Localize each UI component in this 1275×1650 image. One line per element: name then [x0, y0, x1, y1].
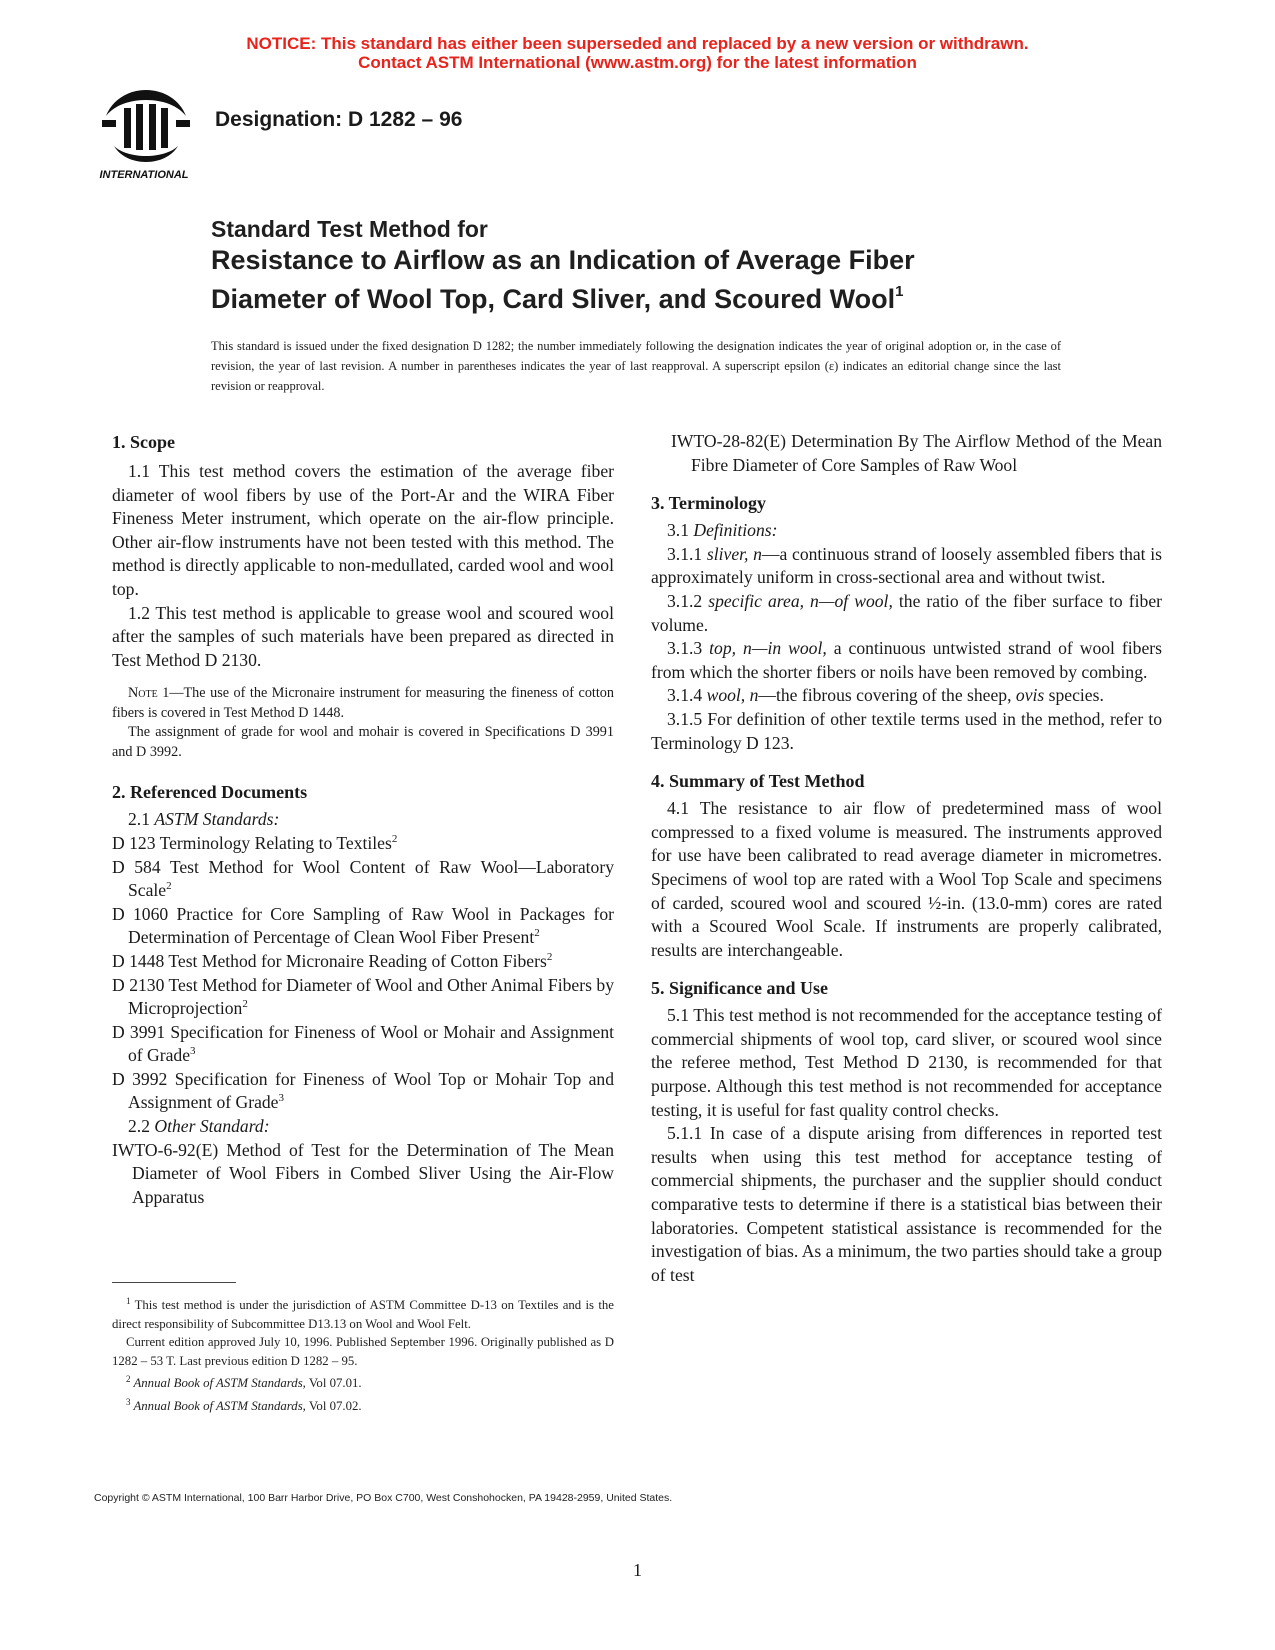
astm-standards-subhead	[112, 808, 614, 832]
notice-line-2: Contact ASTM International (www.astm.org) for the latest information	[358, 53, 917, 72]
logo-subtext: INTERNATIONAL	[99, 169, 189, 181]
astm-reference-item	[112, 903, 614, 950]
referenced-heading: 2. Referenced Documents	[112, 782, 308, 803]
footnote-2-text: Vol 07.01.	[305, 1376, 362, 1391]
defs-title: Definitions:	[693, 520, 778, 541]
significance-5-1: 5.1 This test method is not recommended for the acceptance testing of commercial shipments of wool top, card sliver, or scoured wool since the referee method, Test Method D 2130, is recommended for that purpose. Although this test method is not recommended for acceptance testing, it is useful for fast quality control checks.	[651, 1005, 1162, 1120]
astm-reference-item	[112, 832, 614, 856]
withdrawal-notice	[0, 34, 1275, 72]
other-standard-1: IWTO-6-92(E) Method of Test for the Determination of The Mean Diameter of Wool Fibers in Combed Sliver Using the Air-Flow Apparatus	[112, 1139, 614, 1207]
scope-1-1: 1.1 This test method covers the estimation of the average fiber diameter of wool fibers by use of the Port-Ar and the WIRA Fiber Fineness Meter instrument, which operate on the air-flow principle. Other air-flow instruments have not been tested with this method. The method is directly applicable to non-medullated, carded wool and wool top.	[112, 461, 614, 599]
footnote-1	[112, 1292, 614, 1333]
astm-reference-item	[112, 974, 614, 1021]
note-label: Note	[128, 685, 158, 702]
def-2-text: the ratio of the fiber surface to fiber volume.	[651, 590, 1162, 635]
footnote-1-num: 1	[126, 1296, 131, 1306]
astm-reference-footnote: 2	[534, 927, 540, 940]
summary-4-1: 4.1 The resistance to air flow of predetermined mass of wool compressed to a fixed volume is measured. The instruments approved for use have been calibrated to read average diameter in micrometres. Specimens of wool top are rated with a Wool Top Scale and specimens of carded, scoured wool and scoured ½-in. (13.0-mm) cores are rated with a Scoured Wool Scale. If instruments are properly calibrated, results are interchangeable.	[651, 798, 1162, 960]
def-4-ital: ovis	[1015, 685, 1045, 706]
note-1-text: 1—The use of the Micronaire instrument for measuring the fineness of cotton fibers is covered in Test Method D 1448.	[112, 685, 614, 721]
astm-reference-item	[112, 950, 614, 974]
right-column	[651, 430, 1162, 1287]
footnote-3-num: 3	[126, 1396, 131, 1407]
other-standard-2: IWTO-28-82(E) Determination By The Airflow Method of the Mean Fibre Diameter of Core Samples of Raw Wool	[671, 431, 1162, 475]
def-3-num: 3.1.3	[667, 638, 710, 659]
def-3-term: top, n—in wool,	[709, 638, 827, 659]
def-top	[651, 637, 1162, 684]
sub2-title: Other Standard:	[154, 1116, 270, 1137]
footnote-2	[112, 1370, 614, 1393]
summary-heading: 4. Summary of Test Method	[651, 771, 865, 792]
footnote-3-text: Vol 07.02.	[305, 1398, 362, 1413]
left-column	[112, 430, 614, 1209]
footnote-1-text: This test method is under the jurisdiction of ASTM Committee D-13 on Textiles and is the direct responsibility of Subcommittee D13.13 on Wool and Wool Felt.	[112, 1298, 614, 1331]
astm-reference-footnote: 2	[546, 950, 553, 963]
def-other: 3.1.5 For definition of other textile terms used in the method, refer to Terminology D 123.	[651, 708, 1162, 753]
astm-reference-footnote: 2	[166, 880, 172, 893]
terminology-heading: 3. Terminology	[651, 493, 767, 514]
def-4-tail: species.	[1044, 685, 1104, 706]
astm-reference-footnote: 2	[242, 998, 248, 1011]
astm-reference-text: D 3991 Specification for Fineness of Wool or Mohair and Assignment of Grade	[112, 1021, 614, 1066]
definitions-subhead	[651, 519, 1162, 543]
astm-reference-text: D 1448 Test Method for Micronaire Reading of Cotton Fibers	[112, 950, 547, 971]
astm-reference-text: D 2130 Test Method for Diameter of Wool and Other Animal Fibers by Microprojection	[112, 974, 614, 1019]
astm-reference-text: D 584 Test Method for Wool Content of Raw Wool—Laboratory Scale	[112, 856, 614, 901]
title-line-3: Diameter of Wool Top, Card Sliver, and Scoured Wool	[211, 284, 896, 314]
scope-1-2: 1.2 This test method is applicable to grease wool and scoured wool after the samples of such materials have been prepared as directed in Test Method D 2130.	[112, 602, 614, 670]
def-wool	[651, 684, 1162, 708]
astm-reference-footnote: 2	[391, 832, 398, 845]
astm-reference-footnote: 3	[190, 1045, 196, 1058]
scope-note-2: The assignment of grade for wool and mohair is covered in Specifications D 3991 and D 3992.	[112, 724, 614, 760]
notice-line-1: NOTICE: This standard has either been superseded and replaced by a new version or withdrawn.	[246, 34, 1029, 53]
title-line-1: Standard Test Method for	[211, 216, 488, 242]
astm-logo	[94, 86, 198, 182]
document-title	[211, 214, 915, 315]
astm-reference-text: D 1060 Practice for Core Sampling of Raw Wool in Packages for Determination of Percentage of Clean Wool Fiber Present	[112, 903, 614, 948]
issued-note: This standard is issued under the fixed designation D 1282; the number immediately following the designation indicates the year of original adoption or, in the case of revision, the year of last revision. A number in parentheses indicates the year of last reapproval. A superscript epsilon (ε) indicates an editorial change since the last revision or reapproval.	[211, 339, 1061, 393]
astm-standards-list	[112, 832, 614, 1115]
title-footnote-ref: 1	[895, 283, 904, 300]
footnote-2-num: 2	[126, 1374, 131, 1385]
significance-5-1-1: 5.1.1 In case of a dispute arising from differences in reported test results when using this test method for acceptance testing of commercial shipments, the purchaser and the supplier should conduct comparative tests to determine if there is a statistical bias between their laboratories. Competent statistical assistance is recommended for the investigation of bias. As a minimum, the two parties should take a group of test	[651, 1123, 1162, 1285]
defs-number: 3.1	[667, 520, 694, 541]
def-4-text: —the fibrous covering of the sheep,	[758, 685, 1016, 706]
footnote-3	[112, 1393, 614, 1416]
other-standards-subhead	[112, 1115, 614, 1139]
footnote-3-ital: Annual Book of ASTM Standards,	[130, 1398, 306, 1413]
def-specific-area	[651, 590, 1162, 637]
footnotes	[112, 1292, 614, 1416]
footnote-2-ital: Annual Book of ASTM Standards,	[130, 1376, 306, 1391]
def-4-term: wool, n	[706, 685, 759, 706]
def-3-text: a continuous untwisted strand of wool fibers from which the shorter fibers or noils have been removed by combing.	[651, 638, 1162, 682]
copyright: Copyright © ASTM International, 100 Barr Harbor Drive, PO Box C700, West Conshohocken, PA 19428-2959, United States.	[94, 1492, 673, 1504]
def-sliver	[651, 543, 1162, 590]
def-2-num: 3.1.2	[667, 590, 709, 611]
page-number: 1	[633, 1560, 642, 1580]
sub1-title: ASTM Standards:	[154, 809, 280, 830]
scope-note-1	[112, 684, 614, 723]
significance-heading: 5. Significance and Use	[651, 978, 829, 999]
def-2-term: specific area, n—of wool,	[708, 590, 893, 611]
astm-reference-item	[112, 856, 614, 903]
title-line-2: Resistance to Airflow as an Indication of Average Fiber	[211, 245, 915, 275]
astm-reference-item	[112, 1068, 614, 1115]
footnote-rule	[112, 1282, 236, 1283]
sub2-number: 2.2	[128, 1116, 155, 1137]
def-1-term: sliver, n	[706, 543, 762, 564]
astm-reference-text: D 3992 Specification for Fineness of Wool Top or Mohair Top and Assignment of Grade	[112, 1068, 614, 1113]
astm-reference-item	[112, 1021, 614, 1068]
def-1-num: 3.1.1	[667, 543, 707, 564]
footnote-1b: Current edition approved July 10, 1996. Published September 1996. Originally published as D 1282 – 53 T. Last previous edition D 1282 – 95.	[112, 1335, 614, 1368]
def-1-text: —a continuous strand of loosely assembled fibers that is approximately uniform in cross-sectional area and without twist.	[651, 543, 1163, 588]
scope-heading: 1. Scope	[112, 432, 175, 452]
designation: Designation: D 1282 – 96	[215, 108, 463, 131]
sub1-number: 2.1	[128, 809, 155, 830]
def-4-num: 3.1.4	[667, 685, 707, 706]
astm-reference-footnote: 3	[278, 1092, 284, 1105]
astm-reference-text: D 123 Terminology Relating to Textiles	[112, 832, 392, 853]
